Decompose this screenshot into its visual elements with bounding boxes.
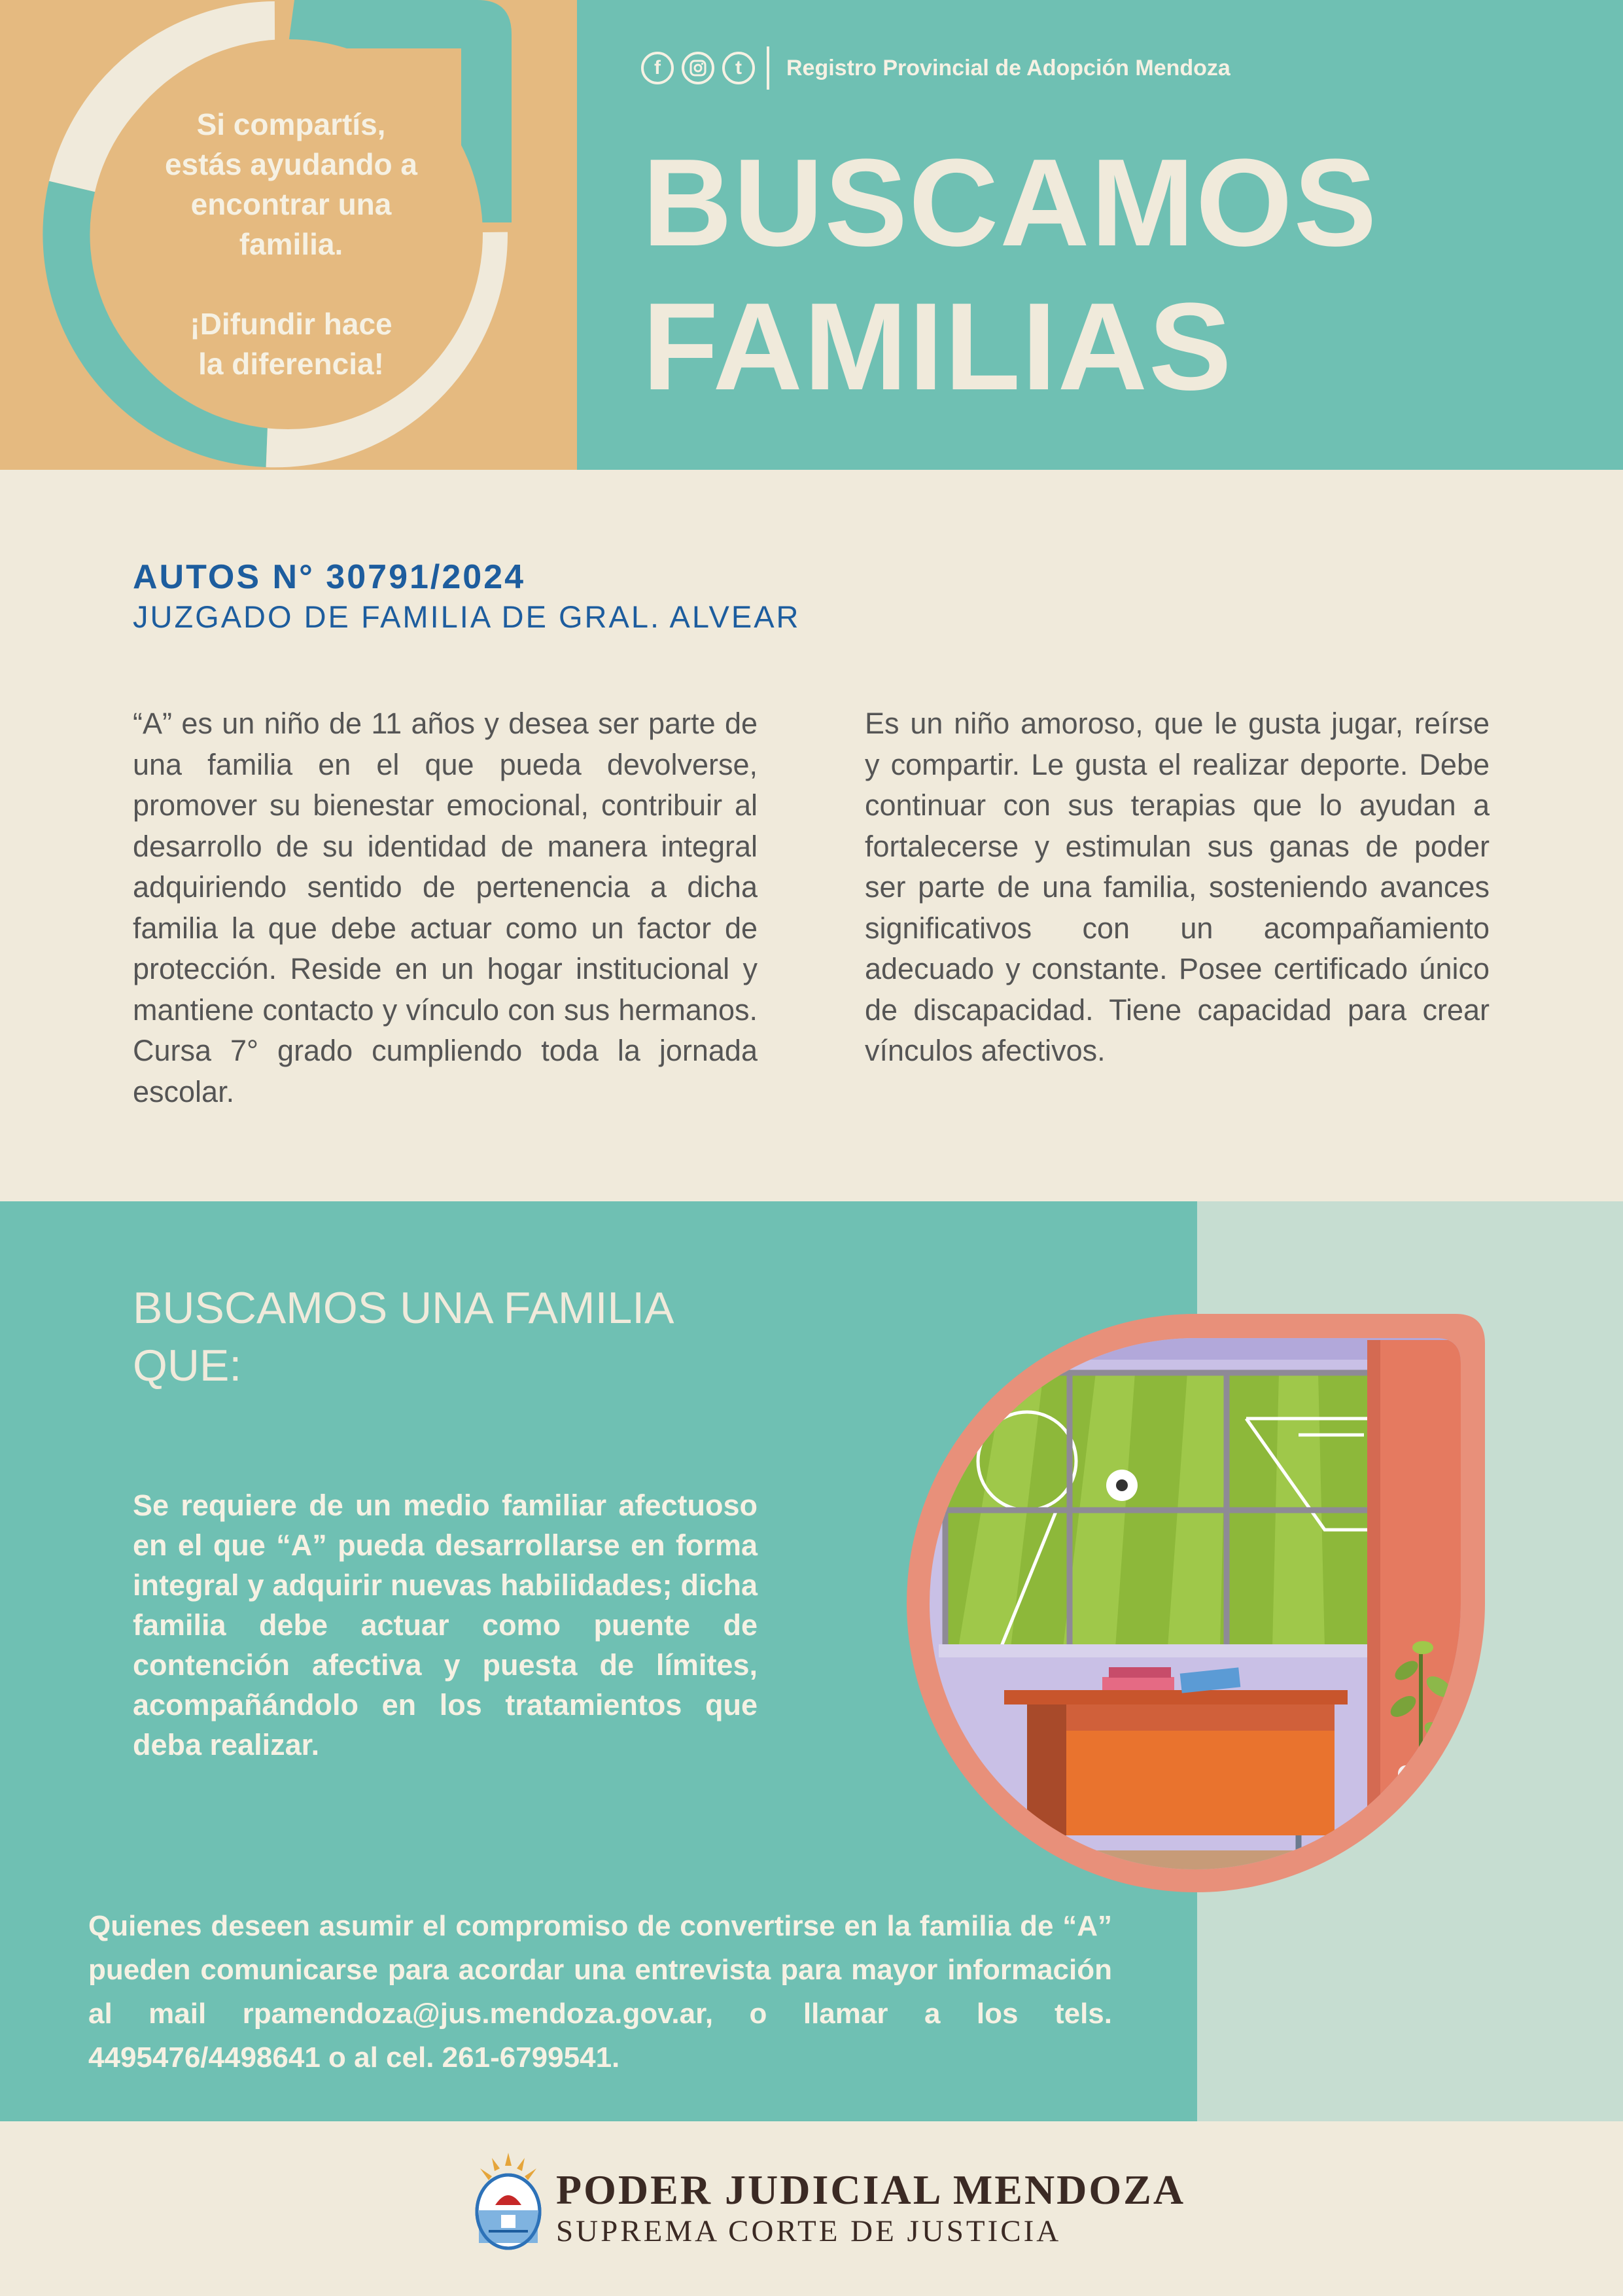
footer-subtitle: SUPREMA CORTE DE JUSTICIA — [556, 2214, 1062, 2248]
social-bar — [641, 48, 1230, 88]
share-call-line: ¡Difundir hace — [190, 307, 393, 341]
court-name: JUZGADO DE FAMILIA DE GRAL. ALVEAR — [133, 599, 801, 634]
title-line: FAMILIAS — [642, 277, 1233, 416]
description-right: Es un niño amoroso, que le gusta jugar, reírse y compartir. Le gusta el realizar deporte. Debe continuar con sus terapias que lo ayudan a fortalecerse y estimulan sus ganas de poder ser parte de una familia, sosteniendo avances significativos con un acompañamiento adecuado y constante. Posee certificado único de discapacidad. Tiene capacidad para crear vínculos afectivos. — [865, 707, 1490, 1067]
footer-title: PODER JUDICIAL MENDOZA — [556, 2166, 1186, 2213]
page-title — [642, 131, 1378, 419]
facebook-icon[interactable]: f — [641, 52, 674, 84]
heading-line: BUSCAMOS UNA FAMILIA — [133, 1283, 674, 1333]
title-line: BUSCAMOS — [642, 133, 1378, 272]
coat-of-arms-icon — [472, 2153, 544, 2251]
share-message — [128, 105, 455, 384]
registry-name: Registro Provincial de Adopción Mendoza — [786, 55, 1230, 80]
share-line: familia. — [239, 227, 343, 261]
seeking-heading — [133, 1279, 722, 1394]
footer-branding — [556, 2167, 1185, 2250]
divider — [767, 46, 769, 90]
heading-line: QUE: — [133, 1341, 242, 1390]
share-line: encontrar una — [190, 187, 392, 221]
share-line: Si compartís, — [196, 107, 386, 141]
header-left-panel — [0, 0, 577, 470]
requirement-text: Se requiere de un medio familiar afectuoso en el que “A” pueda desarrollarse en forma integral y adquirir nuevas habilidades; dicha familia debe actuar como puente de contención afectiva y puesta de límites, acompañándolo en los tratamientos que deba realizar. — [133, 1489, 758, 1761]
share-call-line: la diferencia! — [198, 347, 384, 381]
share-line: estás ayudando a — [164, 147, 418, 181]
description-left: “A” es un niño de 11 años y desea ser parte de una familia en el que pueda devolverse, promover su bienestar emocional, contribuir al desarrollo de su identidad de manera integral adquiriendo sentido de pertenencia a dicha familia la que debe actuar como un factor de protección. Reside en un hogar institucional y mantiene contacto y vínculo con sus hermanos. Cursa 7° grado cumpliendo toda la jornada escolar. — [133, 707, 758, 1108]
contact-text: Quienes deseen asumir el compromiso de convertirse en la familia de “A” pueden comunicarse para acordar una entrevista para mayor información al mail rpamendoza@jus.mendoza.gov.ar, o llamar a los tels. 4495476/4498641 o al cel. 261-6799541. — [88, 1910, 1112, 2074]
twitter-icon[interactable]: t — [722, 52, 755, 84]
case-number: AUTOS N° 30791/2024 — [133, 558, 526, 596]
classroom-illustration — [906, 1314, 1485, 1893]
instagram-icon[interactable] — [682, 52, 714, 84]
